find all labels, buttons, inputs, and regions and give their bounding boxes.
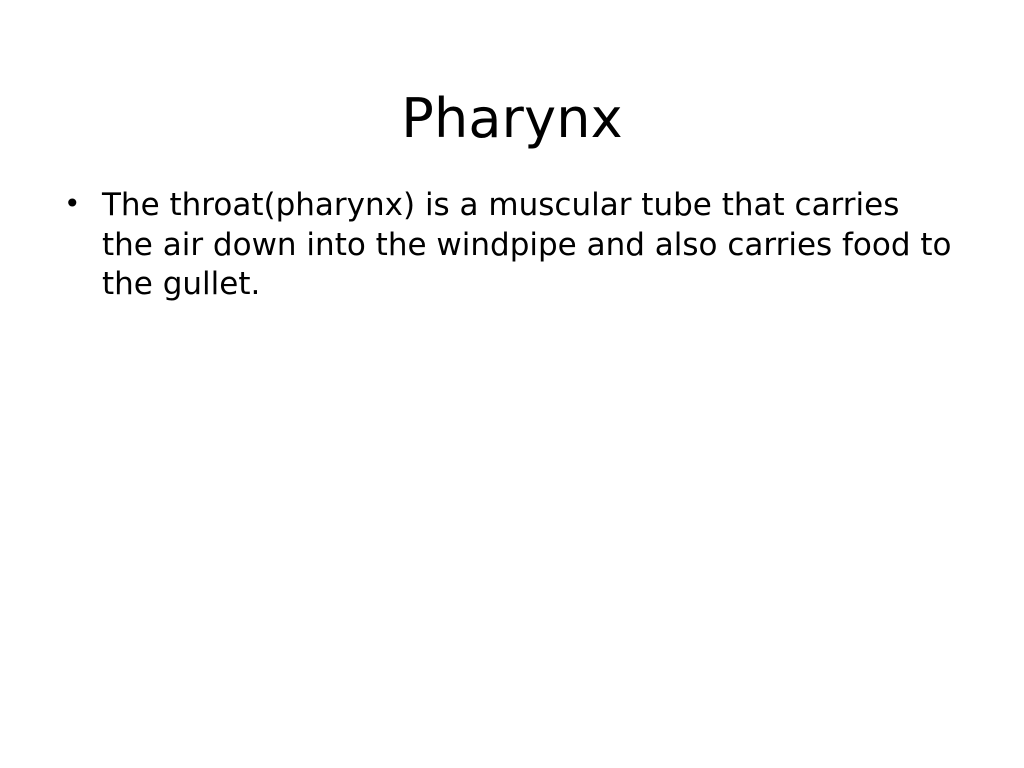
bullet-point-icon: • (64, 187, 81, 220)
list-item (58, 186, 958, 305)
page-title: Pharynx (401, 87, 623, 151)
bullet-list (58, 186, 958, 305)
list-item-text: The throat(pharynx) is a muscular tube that carries the air down into the windpipe and also carries food to the gullet. (102, 187, 952, 303)
